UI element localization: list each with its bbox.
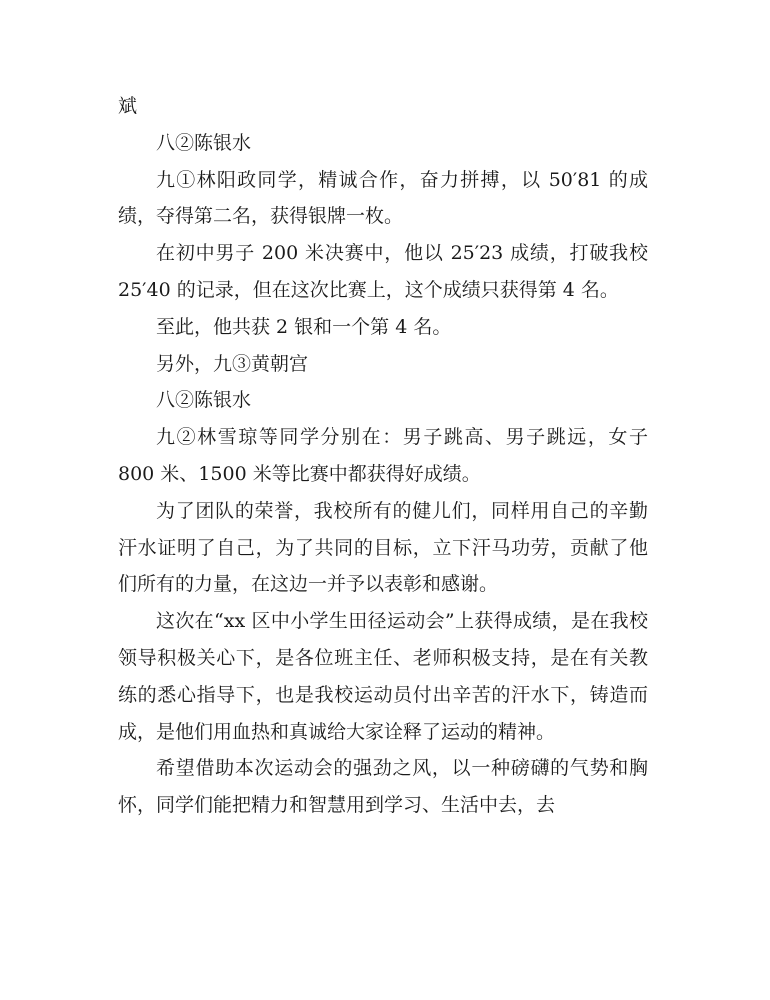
paragraph-5: 至此，他共获 2 银和一个第 4 名。 [156,315,452,338]
document-body [118,88,648,824]
paragraph-10: 这次在“xx 区中小学生田径运动会”上获得成绩，是在我校领导积极关心下，是各位班主任、老师积极支持，是在有关教练的悉心指导下，也是我校运动员付出辛苦的汗水下，铸造而成，是他们用血热和真诚给大家诠释了运动的精神。 [118,610,648,743]
paragraph-7: 八②陈银水 [156,389,252,412]
paragraph-6: 另外，九③黄朝宫 [156,352,309,375]
paragraph-1: 斌 [118,95,138,117]
paragraph-3: 九①林阳政同学，精诚合作，奋力拼搏，以 50′81 的成绩，夺得第二名，获得银牌一枚。 [118,168,648,228]
paragraph-8: 九②林雪琼等同学分别在：男子跳高、男子跳远，女子 800 米、1500 米等比赛中都获得好成绩。 [118,426,648,485]
paragraph-4: 在初中男子 200 米决赛中，他以 25′23 成绩，打破我校 25′40 的记录，但在这次比赛上，这个成绩只获得第 4 名。 [118,242,648,301]
paragraph-9: 为了团队的荣誉，我校所有的健儿们，同样用自己的辛勤汗水证明了自己，为了共同的目标，立下汗马功劳，贡献了他们所有的力量，在这边一并予以表彰和感谢。 [118,499,648,596]
paragraph-11: 希望借助本次运动会的强劲之风，以一种磅礴的气势和胸怀，同学们能把精力和智慧用到学习、生活中去，去 [118,757,648,817]
paragraph-2: 八②陈银水 [156,131,252,154]
